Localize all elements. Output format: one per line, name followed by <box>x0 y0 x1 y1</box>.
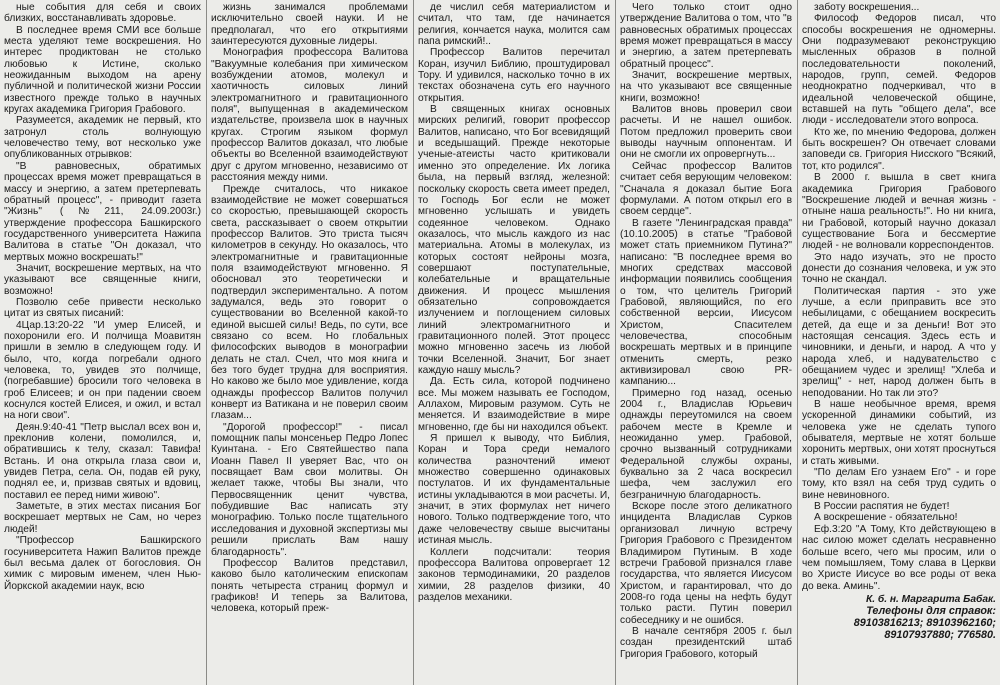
paragraph: де числил себя материалистом и считал, что там, где начинается религия, кончается наука, молится сам папа римский!.. <box>418 2 610 48</box>
paragraph: Позволю себе привести несколько цитат из святых писаний: <box>4 296 201 320</box>
paragraph: Кто же, по мнению Федорова, должен быть воскрешен? Он отвечает словами заповеди св. Григория Нисского "Всякий, тот, кто родился". <box>802 126 996 172</box>
column-2 <box>207 0 412 685</box>
paragraph: Это надо изучать, это не просто донести до сознания человека, и уж это точно не скандал. <box>802 251 996 286</box>
paragraph: Разумеется, академик не первый, кто затронул столь волнующую человечество тему, вот несколько уже опубликованных отрывков: <box>4 115 201 161</box>
column-1 <box>0 0 205 685</box>
paragraph: В России распятия не будет! <box>814 501 950 513</box>
paragraph: заботу воскрешения... <box>814 2 920 13</box>
paragraph: Сейчас профессор Валитов считает себя верующим человеком: "Сначала я доказал бытие Бога формулами. А потом открыл его в своем сердце". <box>620 160 792 218</box>
paragraph: Коллеги подсчитали: теория профессора Валитова опровергает 12 законов термодинамики, 20 разделов химии, 28 разделов физики, 40 разделов механики. <box>418 546 610 603</box>
paragraph: Еф.3:20 "А Тому, Кто действующею в нас силою может сделать несравненно больше всего, чего мы просим, или о чем помышляем, Тому слава в Церкви во Христе Иисусе во все роды от века до века. Аминь". <box>802 523 996 592</box>
paragraph: Значит, воскрешение мертвых, на что указывают все священные книги, возможно! <box>4 262 201 297</box>
paragraph: А воскрешение - обязательно! <box>814 512 958 524</box>
paragraph: В наше необычное время, время ускоренной динамики событий, из человека уже не сделать тупого обывателя, мертвые не хотят больше хоронить мертвых, они хотят проснуться и стать живыми. <box>802 399 996 467</box>
paragraph: Примерно год назад, осенью 2004 г., Владислав Юрьевич однажды переутомился на своем рабочем месте в Кремле и неожиданно умер. Грабовой, срочно вызванный сотрудниками Федеральной службы охраны, буквально за 2 часа воскресил шефа, чем заслужил его безграничную благодарность. <box>620 387 792 501</box>
paragraph: жизнь занимался проблемами исключительно своей науки. И не предполагал, что его открытиями заинтересуются духовные лидеры. <box>211 2 408 48</box>
paragraph: Профессор Валитов перечитал Коран, изучил Библию, проштудировал Тору. И удивился, насколько точно в их текстах обозначена суть его научного открытия. <box>418 47 610 104</box>
paragraph: "По делам Его узнаем Его" - и горе тому, кто взял на себя труд судить о вине невиновного. <box>802 467 996 501</box>
paragraph: Монография профессора Валитова "Вакуумные колебания при химическом возбуждении атомов, молекул и хаотичность силовых линий электромагнитного и гравитационного поля", выпущенная в академическом издательстве, произвела шок в научных кругах. Строгим языком формул профессор Валитов доказал, что любые объекты во Вселенной взаимодействуют друг с другом мгновенно, независимо от расстояния между ними. <box>211 47 408 184</box>
paragraph: Прежде считалось, что никакое взаимодействие не может совершаться со скоростью, превышающей скорость света, рассказывает о своем открытии профессор Валитов. Это триста тысяч километров в секунду. Но оказалось, что электромагнитные и гравитационные поля взаимодействуют мгновенно. Я обосновал это теоретически и подтвердил экспериментально. А потом задумался, ведь это говорит о существовании во Вселенной какой-то единой высшей силы! Ведь, по сути, все связано со всем. Но глобальных философских выводов в монографии делать не стал. Счел, что моя книга и без того будет трудна для восприятия. Но каково же было мое удивление, когда однажды профессор Валитов получил конверт из Ватикана и не поверил своим глазам... <box>211 183 408 422</box>
phones-label: Телефоны для справок: <box>866 605 996 618</box>
paragraph: Деян.9:40-41 "Петр выслал всех вон и, преклонив колени, помолился, и, обратившись к телу, сказал: Тавифа! Встань. И она открыла глаза свои и, увидев Петра, села. Он, подав ей руку, поднял ее, и, призвав святых и вдовиц, поставил ее перед ними живою". <box>4 421 201 501</box>
column-5-body <box>802 2 996 592</box>
paragraph: Чего только стоит одно утверждение Валитова о том, что "в равновесных обратимых процессах время может превращаться в массу и энергию, а затем претерпевать обратный процесс". <box>620 2 792 70</box>
paragraph: В последнее время СМИ все больше места уделяют теме воскрешения. Но интерес продиктован не столько любовью к Истине, сколько неожиданным выходом на арену публичной и политической жизни России известного прежде только в научных кругах академика Григория Грабового. <box>4 24 201 116</box>
paragraph: "В равновесных, обратимых процессах время может превращаться в массу и энергию, а затем претерпевать обратный процесс", - приводит газета "Жизнь" (№211, 24.09.2003г.) утверждение профессора Башкирского государственного университета Нажипа Валитова в статье "Он доказал, что мертвых можно воскрешать!" <box>4 160 201 263</box>
author-signature: К. б. н. Маргарита Бабак. <box>865 593 996 605</box>
paragraph: В начале сентября 2005 г. был создан президентский штаб Григория Грабового, который <box>620 625 792 660</box>
paragraph: 4Цар.13:20-22 "И умер Елисей, и похоронили его. И полчища Моавитян пришли в землю в следующем году. И было, что, когда погребали одного человека, то, увидев это полчище, (погребавшие) бросили того человека в гроб Елисеев; и он при падении своем коснулся костей Елисея, и ожил, и встал на ноги свои". <box>4 319 201 422</box>
paragraph: В газете "Ленинградская правда" (10.10.2005) в статье "Грабовой может стать приемником Путина?" написано: "В последнее время во многих средствах массовой информации появились сообщения о том, что целитель Григорий Грабовой, являющийся, по его собственной версии, Иисусом Христом, Спасителем человечества, способным воскрешать мертвых и в принципе отменить смерть, резко активизировал свою PR-кампанию... <box>620 217 792 388</box>
paragraph: Вскоре после этого деликатного инцидента Владислав Сурков организовал личную встречу Григория Грабового с Президентом Владимиром Путиным. В ходе встречи Грабовой признался главе государства, что является Иисусом Христом, и гарантировал, что до 2008-го года цены на нефть будут только расти. Путин поверил собеседнику и не ошибся. <box>620 501 792 626</box>
paragraph: Политическая партия - это уже лучше, а если приправить все это небылицами, с обещанием воскресить детей, да еще и за деньги! Вот это настоящая сенсация. Здесь есть и чиновники, и деньги, и народ. А что у народа хлеб, и надувательство с обещанием чудес и зрелищ! "Хлеба и зрелищ" - нет, народ должен быть в неподовании. Но так ли это? <box>802 285 996 399</box>
column-4 <box>616 0 796 685</box>
column-5 <box>798 0 1000 685</box>
paragraph: "Дорогой профессор!" - писал помощник папы монсеньер Педро Лопес Куинтана. - Его Святейшество папа Иоанн Павел II уверяет Вас, что он посвящает Вам свои молитвы. Он желает также, чтобы Вы знали, что Первосвященник ценит чувства, побудившие Вас написать эту монографию. Только после тщательного исследования и духовной экспертизы мы решили прислать Вам нашу благодарность". <box>211 421 408 558</box>
paragraph: В священных книгах основных мирских религий, говорит профессор Валитов, написано, что Бог всевидящий и вседышащий. Прежде некоторые ученые-атеисты часто критиковали именно это определение. Их логика была, на первый взгляд, железной: поскольку скорость света имеет предел, то Господь Бог если не может мгновенно услышать и увидеть содеянное человеком. Однако оказалось, что мысль каждого из нас материальна. Атомы в молекулах, из которых состоят нейроны мозга, совершают поступательные, колебательные и вращательные движения. И процесс мышления обязательно сопровождается излучением и поглощением силовых линий электромагнитного и гравитационного полей. Этот процесс можно мгновенно засечь из любой точки Вселенной. Значит, Бог знает каждую нашу мысль? <box>418 104 610 376</box>
paragraph: Валитов вновь проверил свои расчеты. И не нашел ошибок. Потом предложил проверить свои выводы научным оппонентам. И они не смогли их опровергнуть... <box>620 104 792 161</box>
paragraph: Я пришел к выводу, что Библия, Коран и Тора среди немалого количества разночтений имеют множество совершенно одинаковых постулатов. И их фундаментальные истины укладываются в мои расчеты. И, значит, в этих формулах нет ничего нового. Только подтверждение того, что даже человечеству свыше высчитаны истиная мысль. <box>418 433 611 547</box>
paragraph: Да. Есть сила, которой подчинено все. Мы можем называть ее Господом, Аллахом, Мировым разумом. Суть не меняется. И взаимодействие в мире мгновенно, где бы ни находился объект. <box>418 376 610 433</box>
paragraph: ные события для себя и своих близких, восстанавливать здоровье. <box>4 2 201 25</box>
paragraph: Профессор Валитов представил, каково было католическим епископам понять четыреста страниц формул и графиков! И теперь за Валитова, человека, который преж- <box>211 557 408 615</box>
paragraph: Заметьте, в этих местах писания Бог воскрешает мертвых не Сам, но через людей! <box>4 501 201 535</box>
paragraph: В 2000 г. вышла в свет книга академика Григория Грабового "Воскрешение людей и вечная жизнь - отныне наша реальность!". Но ни книга, ни Грабовой, который научно доказал существование Бога и бессмертие людей - не волновали корреспондентов. <box>802 172 996 252</box>
paragraph: "Профессор Башкирского госуниверситета Нажип Валитов прежде был весьма далек от богословия. Он химик с мировым именем, член Нью-Йоркской академии наук, всю <box>4 535 201 592</box>
paragraph: Значит, воскрешение мертвых, на что указывают все священные книги, возможно! <box>620 70 792 104</box>
column-3 <box>414 0 614 685</box>
paragraph: Философ Федоров писал, что способы воскрешения не одномерны. Они подразумевают реконструкцию мысленных образов в полной последовательности поколений, народов, групп, семей. Федоров неоднократно подчеркивал, что в идеальной человеческой общине, вставшей на путь "общего дела", все люди - исследователи этого вопроса. <box>802 13 996 127</box>
phone-numbers: 89103816213; 89103962160; 89107937880; 776580. <box>853 617 996 642</box>
